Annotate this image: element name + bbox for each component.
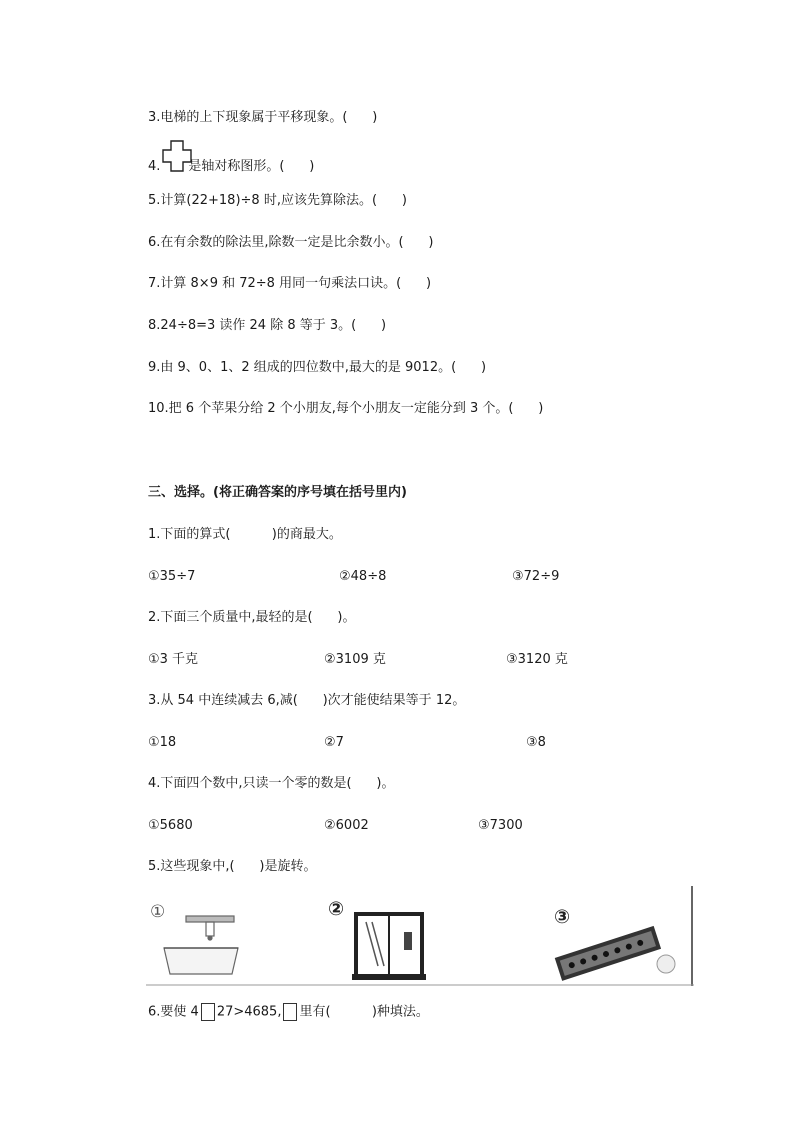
tf-item-10: 10.把 6 个苹果分给 2 个小朋友,每个小朋友一定能分到 3 个。( ) [148, 401, 544, 416]
q6-part-b: 27>4685, [216, 1004, 282, 1020]
cross-shape-icon [162, 140, 192, 172]
section-title-choice: 三、选择。(将正确答案的序号填在括号里内) [148, 485, 407, 500]
sliding-window-illustration [352, 914, 426, 980]
q1-option-1: ①35÷7 [148, 569, 196, 584]
q5-label-3: ③ [554, 906, 571, 928]
abacus-illustration [555, 926, 661, 981]
tf-item-8: 8.24÷8=3 读作 24 除 8 等于 3。( ) [148, 318, 387, 333]
q3-option-3: ③8 [526, 735, 546, 750]
q5-illustration [146, 886, 694, 986]
q2-option-1: ①3 千克 [148, 652, 199, 667]
question-2: 2.下面三个质量中,最轻的是( )。 [148, 610, 356, 625]
q6-part-c: 里有( )种填法。 [299, 1004, 429, 1020]
q5-images [146, 886, 694, 986]
question-4: 4.下面四个数中,只读一个零的数是( )。 [148, 776, 395, 791]
q3-option-1: ①18 [148, 735, 177, 750]
q4-option-1: ①5680 [148, 818, 193, 833]
q2-option-3: ③3120 克 [506, 652, 568, 667]
tf-item-5: 5.计算(22+18)÷8 时,应该先算除法。( ) [148, 193, 407, 208]
q1-option-2: ②48÷8 [339, 569, 387, 584]
q4-option-2: ②6002 [324, 818, 369, 833]
tf-item-4-number: 4. [148, 159, 161, 174]
blank-box-icon [283, 1003, 297, 1021]
tf-item-4-text: 是轴对称图形。( ) [188, 159, 315, 174]
question-6 [148, 1003, 429, 1022]
tf-item-3: 3.电梯的上下现象属于平移现象。( ) [148, 110, 378, 125]
q6-part-a: 6.要使 4 [148, 1004, 199, 1020]
q3-option-2: ②7 [324, 735, 344, 750]
blank-box-icon [201, 1003, 215, 1021]
faucet-basin-illustration [164, 916, 238, 974]
question-3: 3.从 54 中连续减去 6,减( )次才能使结果等于 12。 [148, 693, 466, 708]
q2-option-2: ②3109 克 [324, 652, 386, 667]
tf-item-6: 6.在有余数的除法里,除数一定是比余数小。( ) [148, 235, 434, 250]
q4-option-3: ③7300 [478, 818, 523, 833]
q1-option-3: ③72÷9 [512, 569, 560, 584]
question-1: 1.下面的算式( )的商最大。 [148, 527, 342, 542]
tf-item-7: 7.计算 8×9 和 72÷8 用同一句乘法口诀。( ) [148, 276, 432, 291]
tf-item-9: 9.由 9、0、1、2 组成的四位数中,最大的是 9012。( ) [148, 360, 487, 375]
q5-label-2: ② [328, 898, 345, 920]
q5-label-1: ① [150, 902, 166, 922]
question-5: 5.这些现象中,( )是旋转。 [148, 859, 317, 874]
